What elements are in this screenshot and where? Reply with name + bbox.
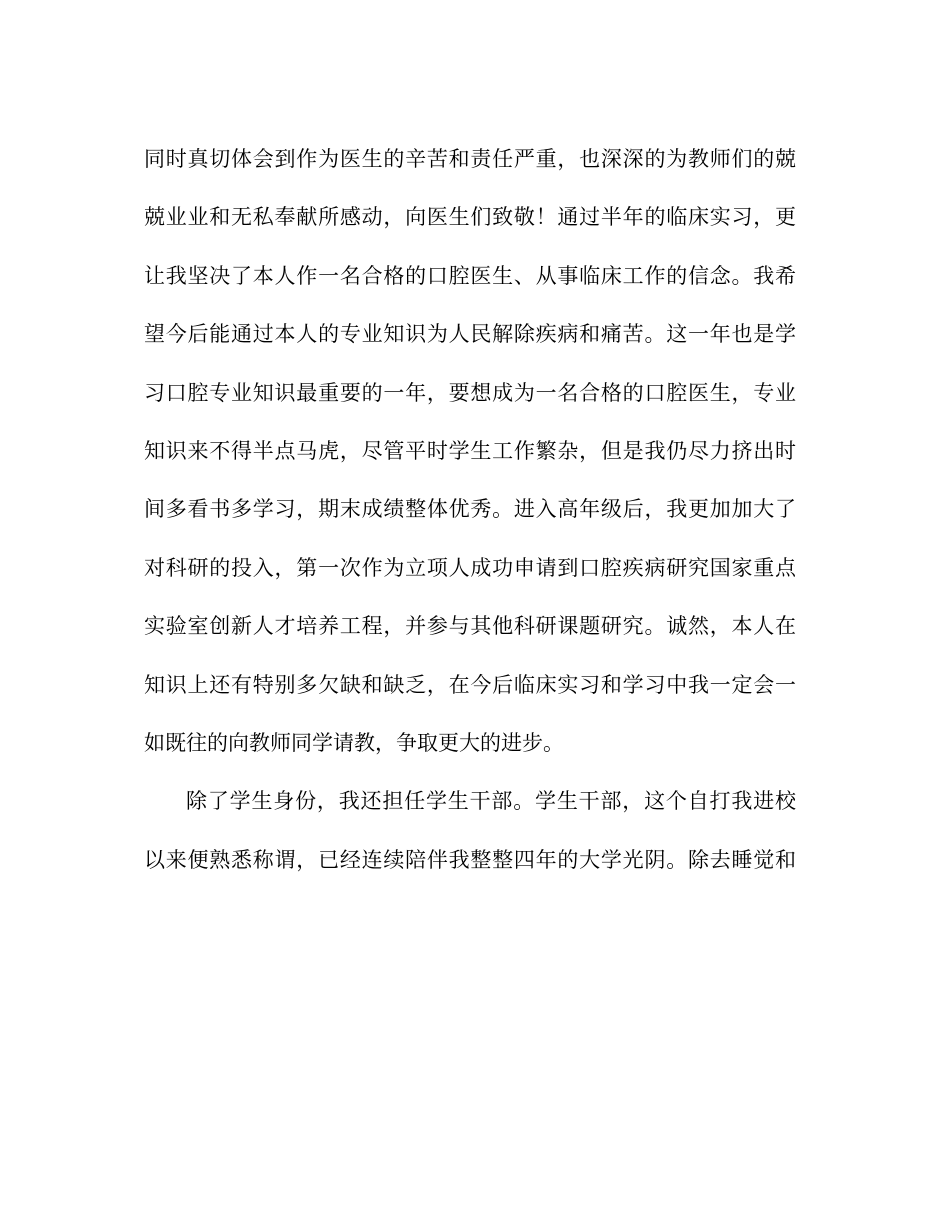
text-line: 间多看书多学习，期末成绩整体优秀。进入高年级后，我更加加大了: [144, 497, 796, 522]
text-line: 以来便熟悉称谓，已经连续陪伴我整整四年的大学光阴。除去睡觉和: [144, 847, 796, 872]
text-line: 习口腔专业知识最重要的一年，要想成为一名合格的口腔医生，专业: [144, 380, 796, 405]
text-line: 兢业业和无私奉献所感动，向医生们致敬！通过半年的临床实习，更: [144, 205, 796, 230]
text-line: 实验室创新人才培养工程，并参与其他科研课题研究。诚然，本人在: [144, 614, 796, 639]
body-text: [144, 139, 796, 898]
text-line: 知识上还有特别多欠缺和缺乏，在今后临床实习和学习中我一定会一: [144, 672, 796, 697]
text-line: 望今后能通过本人的专业知识为人民解除疾病和痛苦。这一年也是学: [144, 322, 796, 347]
text-line: 让我坚决了本人作一名合格的口腔医生、从事临床工作的信念。我希: [144, 263, 796, 288]
text-line: 如既往的向教师同学请教，争取更大的进步。: [144, 730, 564, 755]
text-line: 知识来不得半点马虎，尽管平时学生工作繁杂，但是我仍尽力挤出时: [144, 438, 796, 463]
text-line: 同时真切体会到作为医生的辛苦和责任严重，也深深的为教师们的兢: [144, 147, 796, 171]
text-line: 对科研的投入，第一次作为立项人成功申请到口腔疾病研究国家重点: [144, 555, 796, 580]
text-line: 除了学生身份，我还担任学生干部。学生干部，这个自打我进校: [186, 789, 796, 814]
